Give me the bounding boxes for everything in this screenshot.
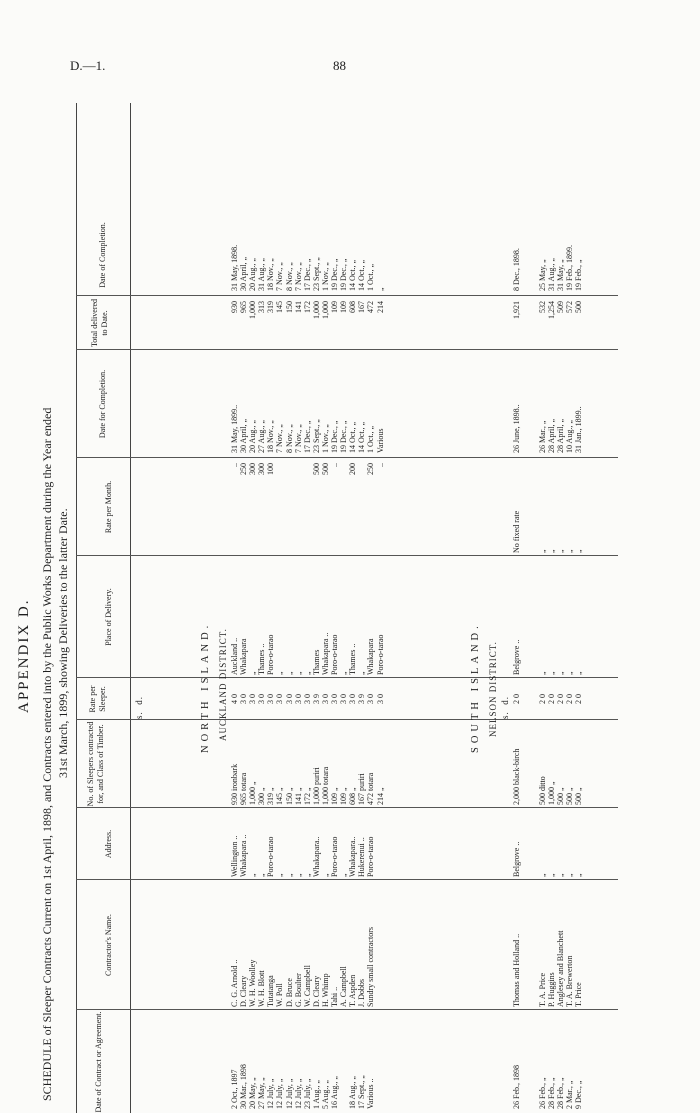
table-cell-address: „ [556,873,566,877]
table-cell-month: „ [556,549,566,553]
table-cell-sleepers: 1,000 „ [248,781,258,805]
table-cell-name: H. Whimp [320,973,330,1007]
table-cell-total: 109 [330,301,340,313]
table-cell-sleepers: 319 „ [266,787,276,805]
table-cell-address: „ [320,873,330,877]
table-cell-total: 214 [375,301,385,313]
table-cell-done: 14 Oct., „ [348,259,358,291]
table-cell-date: Various .. [366,1078,376,1109]
table-cell-month: 300 [248,463,258,475]
col-rule [76,349,618,350]
table-cell-date: 16 Aug., „ [330,1076,340,1109]
table-cell-done: 1 Oct., „ [366,263,376,291]
south-island-heading: SOUTH ISLAND. [470,622,481,753]
table-cell-total: 500 [574,301,584,313]
table-cell-total: 141 [293,301,303,313]
table-cell-name: W. Poll [275,983,285,1007]
table-cell-date: 30 Mar., 1898 [239,1064,249,1109]
table-cell-date: 27 May, „ [257,1077,267,1109]
south-total-column [538,301,583,347]
col-rule [76,807,618,808]
table-cell-rate: 3 0 [239,694,249,704]
table-cell-total: 965 [239,301,249,313]
south-first-rate: 2 0 [512,694,521,704]
table-cell-month: 250 [366,463,376,475]
table-cell-sleepers: 141 „ [293,787,303,805]
table-cell-name: T. A. Price [538,972,547,1007]
south-first-place: Belgrove .. [512,639,521,675]
page-number: 88 [333,58,346,73]
table-cell-rate: 2 0 [547,694,557,704]
table-cell-address: Poro-o-tarao [366,836,376,877]
col-rule [76,1009,618,1010]
south-address-column [538,809,583,877]
table-cell-month [294,463,303,553]
table-cell-place: „ [547,671,557,675]
table-cell-completion: 27 Aug., „ [257,420,267,453]
north-place-column [230,557,385,675]
table-cell-total: 145 [275,301,285,313]
table-cell-rate: 3 0 [266,694,276,704]
table-cell-sleepers: 167 puriri [357,773,367,805]
table-cell-date: 12 July, „ [266,1078,276,1109]
table-cell-total: 319 [266,301,276,313]
table-cell-address: Whakapara.. [348,836,358,877]
table-cell-name: Sundry small contractors [366,927,376,1007]
table-cell-address: Wellington .. [230,835,239,877]
table-cell-done: 1 Nov., „ [320,262,330,291]
table-cell-place: „ [293,671,303,675]
table-cell-address: „ [293,873,303,877]
table-cell-done: 31 May, „ [556,259,566,291]
table-cell-rate: 3 0 [257,694,267,704]
table-cell-rate: 2 0 [574,694,584,704]
table-cell-done: 8 Nov., „ [284,262,294,291]
south-first-month: No fixed rate [512,510,521,553]
table-cell-month: 300 [257,463,267,475]
table-cell-address: „ [547,873,557,877]
table-cell-completion: 7 Nov., „ [275,424,285,453]
table-cell-address: „ [284,873,294,877]
table-cell-completion: 31 May, 1899.. [230,404,239,453]
table-cell-sleepers: 930 ironbark [230,763,239,805]
table-cell-month [285,463,294,553]
table-cell-place: „ [574,671,584,675]
table-cell-month [339,463,348,553]
table-cell-name: T. Aspden [348,974,358,1007]
table-cell-place: „ [565,671,575,675]
col-rule [76,719,618,720]
table-cell-done: 30 April, „ [239,257,249,291]
table-cell-address: „ [275,873,285,877]
table-cell-total: 313 [257,301,267,313]
table-cell-total: 1,000 [311,301,321,319]
table-cell-rate: 3 0 [375,694,385,704]
south-contractor-column [538,881,583,1007]
table-cell-rate: 3 0 [330,694,340,704]
table-cell-month: 500 [311,463,321,475]
table-cell-place: „ [284,671,294,675]
table-cell-done: 7 Nov., „ [275,262,285,291]
north-island-heading: NORTH ISLAND. [200,621,211,753]
table-cell-name: D. Cleary [239,975,249,1007]
table-cell-name: T. Price [574,982,584,1007]
table-cell-total: 150 [284,301,294,313]
table-cell-place: Thames .. [257,643,267,675]
table-cell-month: 100 [266,463,276,475]
col-address-header: Address. [104,829,113,859]
table-cell-address: Whakapara .. [239,834,249,877]
table-cell-date: 5 Aug., „ [320,1080,330,1109]
table-cell-date [339,1013,348,1109]
table-cell-month: „ [547,549,557,553]
north-completion-column [230,353,385,453]
table-cell-completion: 18 Nov., „ [266,420,276,453]
table-cell-address: „ [257,873,267,877]
south-first-sleepers: 2,000 black-birch [512,748,521,805]
table-cell-completion: 19 Dec., „ [339,420,349,453]
table-cell-date: 12 July, „ [275,1078,285,1109]
south-sleepers-column [538,721,583,805]
table-cell-date: 23 July, „ [302,1078,312,1109]
page-code: D.—1. [70,58,106,73]
table-cell-address: Whakapara.. [311,836,321,877]
table-cell-sleepers: 472 totara [366,772,376,805]
col-month-header: Rate per Month. [104,480,113,534]
table-cell-completion: 1 Oct., „ [366,425,376,453]
north-contractor-column [230,881,385,1007]
table-cell-place: Whakapara [366,638,376,675]
schedule-title-line2: 31st March, 1899, showing Deliveries to the latter Date. [56,508,70,778]
table-cell-total: 572 [565,301,575,313]
table-cell-done: 20 Aug., „ [248,258,258,291]
table-cell-rate: 2 0 [556,694,566,704]
table-cell-done: 19 Dec., „ [330,258,340,291]
header-rule-bottom [130,103,131,1113]
table-cell-place: „ [556,671,566,675]
table-cell-address: Poro-o-tarao [330,836,340,877]
table-cell-place: Poro-o-tarao [375,634,385,675]
table-cell-address [376,809,385,877]
header-rule-top [76,103,77,1113]
table-cell-completion: 30 April, „ [239,419,249,453]
table-cell-done: 25 May, „ [538,259,547,291]
table-cell-sleepers: 500 ditto [538,776,547,805]
table-cell-rate: 3 9 [311,694,321,704]
table-cell-completion: 7 Nov., „ [293,424,303,453]
south-first-date: 26 Feb., 1898 [512,1065,521,1109]
table-cell-rate: 3 0 [248,694,258,704]
table-cell-name: D. Cleary [311,975,321,1007]
table-cell-month: .. [375,463,385,467]
table-cell-total: 509 [556,301,566,313]
south-first-address: Belgrove .. [512,841,521,877]
table-cell-address: „ [248,873,258,877]
south-first-name: Thomas and Holland .. [512,933,521,1007]
table-cell-place: „ [275,671,285,675]
table-cell-address: Poro-o-tarao [266,836,276,877]
table-cell-name: W. H. Woolley [248,959,258,1007]
table-cell-place: „ [302,671,312,675]
table-cell-sleepers: 500 „ [556,787,566,805]
table-cell-completion: 28 April, „ [556,419,566,453]
table-cell-total: 472 [366,301,376,313]
table-cell-done: „ [375,287,385,291]
schedule-title-line1: SCHEDULE of Sleeper Contracts Current on 1st April, 1898, and Contracts entered into by the Public Works Department during the Year ended [40,407,54,1101]
table-cell-total: 1,254 [547,301,557,319]
table-cell-done: 18 Nov., „ [266,258,276,291]
table-cell-month: .. [230,463,239,467]
table-cell-sleepers: 172 „ [302,787,312,805]
table-cell-address: „ [538,873,547,877]
south-first-total: 1,921 [512,301,521,319]
table-cell-completion: Various [375,428,385,453]
table-cell-date: 12 July, „ [293,1078,303,1109]
table-cell-rate: 3 0 [293,694,303,704]
table-cell-date: 2 Oct., 1897 [230,1069,239,1109]
table-cell-total: 532 [538,301,547,313]
north-total-column [230,301,385,347]
table-cell-completion: 23 Sept., „ [311,419,321,453]
nelson-district-heading: NELSON DISTRICT. [488,641,498,737]
table-cell-address: „ [565,873,575,877]
table-cell-completion: 10 Aug., „ [565,420,575,453]
table-cell-month: „ [538,549,547,553]
col-rule [76,457,618,458]
table-cell-sleepers: 965 totara [239,772,249,805]
table-cell-place: „ [339,671,349,675]
table-cell-sleepers: 300 „ [257,787,267,805]
table-cell-done: 19 Feb., 1899. [565,245,575,291]
table-cell-name: W. H. Blott [257,970,267,1007]
table-cell-completion: 31 Jan., 1899.. [574,406,584,453]
table-cell-completion: 28 April, „ [547,419,557,453]
table-cell-sleepers: 1,000 „ [547,781,557,805]
north-sleepers-column [230,721,385,805]
table-cell-rate: 2 0 [565,694,575,704]
table-cell-total: 1,000 [248,301,258,319]
table-cell-name: W. Campbell [302,965,312,1007]
table-cell-completion: 1 Nov., „ [320,424,330,453]
table-cell-total: 1,000 [320,301,330,319]
table-cell-address: „ [339,873,349,877]
table-cell-place: Thames .. [348,643,358,675]
table-cell-sleepers: 608 „ [348,787,358,805]
north-done-column [230,203,385,291]
table-cell-completion: 14 Oct., „ [348,421,358,453]
appendix-title: APPENDIX D. [16,598,32,713]
table-cell-done: 31 Aug., „ [257,258,267,291]
table-cell-done: 31 May, 1898. [230,244,239,291]
table-cell-sleepers: 214 „ [375,787,385,805]
rate-unit-south: s. d. [500,695,510,719]
table-cell-completion: 17 Dec., „ [302,420,312,453]
table-cell-done: 19 Dec., „ [339,258,349,291]
table-cell-place: Poro-o-tarao [330,634,340,675]
table-cell-date: 1 Aug., „ [311,1080,321,1109]
col-place-header: Place of Delivery. [104,588,113,646]
south-place-column [538,557,583,675]
table-cell-name: G. Boulter [293,973,303,1007]
table-cell-done: 23 Sept., „ [311,257,321,291]
table-cell-rate: 4 0 [230,694,239,704]
table-cell-rate: 3 0 [339,694,349,704]
north-date-column [230,1013,385,1109]
table-cell-sleepers: 1,000 puriri [311,767,321,805]
col-contractor-header: Contractor's Name. [104,914,113,976]
south-date-column [538,1013,583,1109]
table-cell-total: 167 [357,301,367,313]
south-month-column [538,463,583,553]
table-cell-month: „ [574,549,584,553]
table-cell-place: „ [248,671,258,675]
table-cell-completion: 26 Mar., „ [538,420,547,453]
table-cell-date: 2 Mar., „ [565,1080,575,1109]
col-rate-header: Rate per Sleeper. [88,685,107,713]
table-cell-address: Hukerenui .. [357,837,367,877]
table-cell-done: 19 Feb., „ [574,259,584,291]
auckland-district-heading: AUCKLAND DISTRICT. [218,628,228,741]
south-rate-column [538,681,583,717]
table-cell-sleepers: 145 „ [275,787,285,805]
table-cell-month: 250 [239,463,249,475]
table-cell-rate: 3 0 [320,694,330,704]
table-cell-month: „ [565,549,575,553]
table-cell-address: „ [302,873,312,877]
table-cell-total: 109 [339,301,349,313]
south-done-column [538,203,583,291]
table-cell-name: Tahi .. [330,986,340,1007]
table-cell-rate: 2 0 [538,694,547,704]
table-cell-completion: 19 Dec., „ [330,420,340,453]
col-rule [76,677,618,678]
south-first-done: 8 Dec., 1898. [512,248,521,291]
col-completion-header: Date for Completion. [98,369,107,439]
table-cell-name [376,881,385,1007]
south-first-completion: 26 June, 1898.. [512,404,521,453]
north-month-column [230,463,385,553]
table-cell-completion: 8 Nov., „ [284,424,294,453]
rotated-table-sheet [0,103,620,1113]
north-address-column [230,809,385,877]
table-cell-place: Whakapara [239,638,249,675]
table-cell-rate: 3 0 [275,694,285,704]
table-cell-date: 18 Aug., „ [348,1076,358,1109]
table-cell-done: 7 Nov., „ [293,262,303,291]
table-cell-date: 28 Feb., „ [547,1077,557,1109]
table-cell-sleepers: 109 „ [339,787,349,805]
table-cell-date: 20 May, „ [248,1077,258,1109]
table-cell-completion: 20 Aug., „ [248,420,258,453]
table-cell-sleepers: 500 „ [574,787,584,805]
table-cell-total: 172 [302,301,312,313]
table-cell-done: 14 Oct., „ [357,259,367,291]
table-cell-date: 9 Dec., „ [574,1080,584,1109]
table-cell-completion: 14 Oct., „ [357,421,367,453]
col-sleepers-header: No. of Sleepers contracted for, and Class of Timber. [86,721,105,807]
col-date-header: Date of Contract or Agreement. [94,1011,103,1113]
table-cell-sleepers: 1,000 totara [320,766,330,805]
table-cell-name: J. Dobbs [357,978,367,1007]
table-cell-month: 200 [348,463,358,475]
table-cell-date: 12 July, „ [284,1078,294,1109]
table-cell-date: 26 Feb., „ [538,1077,547,1109]
table-cell-rate: 3 9 [357,694,367,704]
table-cell-done: 31 Aug., „ [547,258,557,291]
table-cell-total: 608 [348,301,358,313]
table-cell-rate: 3 0 [366,694,376,704]
table-cell-total: 930 [230,301,239,313]
table-cell-name: T. A. Brewerton [565,955,575,1007]
rate-unit-north: s. d. [134,695,144,719]
table-cell-date [376,1013,385,1109]
table-cell-name: A. Campbell [339,966,349,1007]
table-cell-month: 500 [320,463,330,475]
table-cell-name: P. Huggins [547,972,557,1007]
table-cell-month [275,463,284,553]
table-cell-rate: 3 0 [284,694,294,704]
table-cell-rate: 3 0 [348,694,358,704]
table-cell-place: Whakapara .. [320,632,330,675]
table-cell-place: „ [357,671,367,675]
table-cell-month: .. [330,463,340,467]
table-cell-sleepers: 150 „ [284,787,294,805]
table-cell-name: C. G. Arnold .. [230,959,239,1007]
col-rule [76,295,618,296]
table-cell-sleepers: 500 „ [565,787,575,805]
table-cell-month [303,463,312,553]
table-cell-place: „ [538,671,547,675]
table-cell-name: Anglesey and Blanchett [556,930,566,1007]
north-rate-column [230,681,385,717]
col-rule [76,555,618,556]
table-cell-done: 17 Dec., „ [302,258,312,291]
south-completion-column [538,353,583,453]
table-cell-place: Thames [311,649,321,675]
table-cell-name: D. Bruce [284,978,294,1007]
table-cell-name: Tutatanga [266,975,276,1007]
table-cell-sleepers: 109 „ [330,787,340,805]
table-cell-rate: 3 0 [302,694,312,704]
table-cell-month [357,463,366,553]
table-cell-place: Poro-o-tarao [266,634,276,675]
table-cell-date: 28 Feb., „ [556,1077,566,1109]
table-cell-date: 17 Sept., „ [357,1075,367,1109]
col-rule [76,879,618,880]
col-total-header: Total delivered to Date. [90,298,109,348]
table-cell-address: „ [574,873,584,877]
col-done-header: Date of Completion. [98,222,107,288]
table-cell-place: Auckland .. [230,637,239,675]
